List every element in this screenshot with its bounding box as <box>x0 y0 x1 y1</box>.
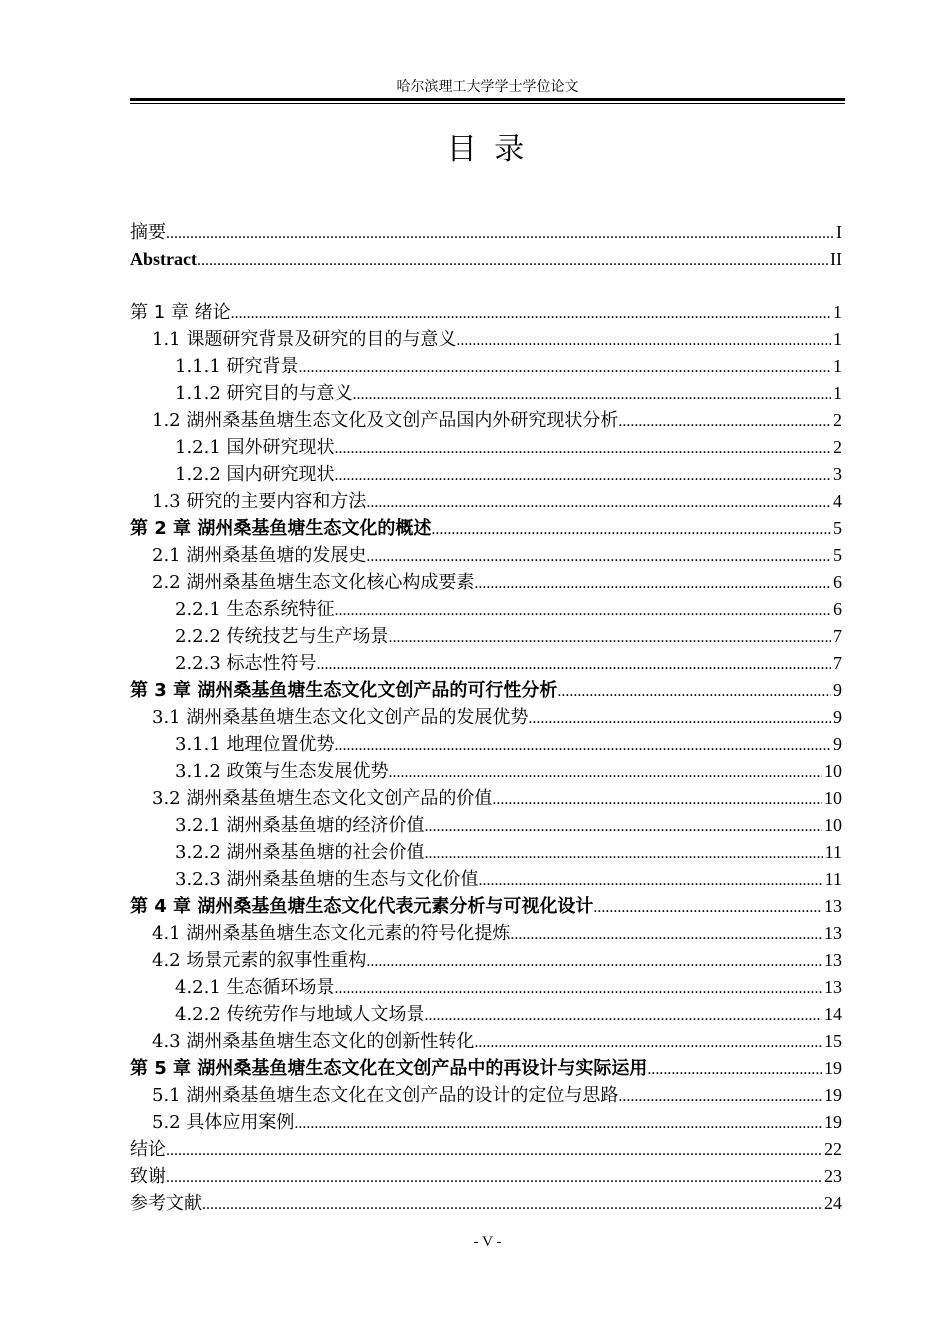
toc-entry-label: 致谢 <box>130 1166 166 1187</box>
toc-entry-label: 1.1 课题研究背景及研究的目的与意义 <box>152 329 457 350</box>
toc-entry-label: 3.1.1 地理位置优势 <box>175 734 335 755</box>
toc-leader-dots <box>202 1191 822 1217</box>
toc-leader-dots <box>479 867 823 893</box>
toc-entry-label: 3.2.3 湖州桑基鱼塘的生态与文化价值 <box>175 869 479 890</box>
toc-entry-page: 6 <box>833 572 842 592</box>
toc-entry-page: 9 <box>833 734 842 754</box>
toc-entry-label: 4.2.2 传统劳作与地域人文场景 <box>175 1004 425 1025</box>
toc-entry-2-2-3[interactable] <box>130 650 842 677</box>
toc-leader-dots <box>335 975 822 1001</box>
toc-entry-label: 结论 <box>130 1139 166 1160</box>
toc-entry-3-2-1[interactable] <box>130 812 842 839</box>
toc-leader-dots <box>294 1110 822 1136</box>
toc-entry-3-1[interactable] <box>130 704 842 731</box>
toc-entry-chapter-3[interactable] <box>130 677 842 704</box>
toc-entry-page: 2 <box>833 410 842 430</box>
toc-entry-page: 13 <box>824 977 842 997</box>
toc-entry-chapter-2[interactable] <box>130 515 842 542</box>
toc-entry-page: 13 <box>824 950 842 970</box>
toc-entry-1-1[interactable] <box>130 326 842 353</box>
toc-entry-1-2[interactable] <box>130 407 842 434</box>
toc-leader-dots <box>593 894 822 920</box>
toc-entry-page: 3 <box>833 464 842 484</box>
toc-entry-page: 1 <box>833 383 842 403</box>
toc-entry-page: 10 <box>824 815 842 835</box>
toc-entry-page: 2 <box>833 437 842 457</box>
toc-entry-page: 19 <box>824 1085 842 1105</box>
toc-leader-dots <box>335 597 831 623</box>
toc-entry-4-2-1[interactable] <box>130 974 842 1001</box>
toc-entry-3-2-2[interactable] <box>130 839 842 866</box>
toc-entry-page: 9 <box>833 680 842 700</box>
toc-title: 目 录 <box>446 132 529 167</box>
toc-entry-label: 1.2 湖州桑基鱼塘生态文化及文创产品国内外研究现状分析 <box>152 410 619 431</box>
toc-leader-dots <box>431 516 831 542</box>
toc-entry-references[interactable] <box>130 1190 842 1217</box>
toc-entry-label: 1.3 研究的主要内容和方法 <box>152 491 367 512</box>
toc-entry-page: 13 <box>824 923 842 943</box>
toc-leader-dots <box>528 705 831 731</box>
toc-entry-4-3[interactable] <box>130 1028 842 1055</box>
toc-leader-dots <box>456 327 831 353</box>
toc-leader-dots <box>366 489 831 515</box>
toc-entry-label: 第 2 章 湖州桑基鱼塘生态文化的概述 <box>130 518 432 539</box>
toc-entry-label: 参考文献 <box>130 1193 202 1214</box>
toc-entry-conclusion[interactable] <box>130 1136 842 1163</box>
toc-entry-label: 5.2 具体应用案例 <box>152 1112 295 1133</box>
toc-entry-chapter-1[interactable] <box>130 299 842 326</box>
toc-entry-label: 3.1 湖州桑基鱼塘生态文化文创产品的发展优势 <box>152 707 529 728</box>
toc-leader-dots <box>366 948 822 974</box>
toc-leader-dots <box>299 354 831 380</box>
toc-leader-dots <box>166 1137 822 1163</box>
toc-entry-acknowledgements[interactable] <box>130 1163 842 1190</box>
toc-entry-page: 15 <box>824 1031 842 1051</box>
toc-entry-page: 22 <box>824 1139 842 1159</box>
toc-entry-label: Abstract <box>130 249 197 269</box>
toc-entry-label: 1.1.2 研究目的与意义 <box>175 383 353 404</box>
toc-entry-page: 13 <box>824 896 842 916</box>
toc-leader-dots <box>335 435 831 461</box>
toc-entry-page: 23 <box>824 1166 842 1186</box>
toc-entry-page: 10 <box>824 788 842 808</box>
toc-entry-label: 4.1 湖州桑基鱼塘生态文化元素的符号化提炼 <box>152 923 511 944</box>
toc-entry-3-1-1[interactable] <box>130 731 842 758</box>
toc-leader-dots <box>474 1029 822 1055</box>
toc-entry-2-2-2[interactable] <box>130 623 842 650</box>
toc-leader-dots <box>335 462 831 488</box>
toc-entry-label: 4.3 湖州桑基鱼塘生态文化的创新性转化 <box>152 1031 475 1052</box>
toc-entry-label: 2.1 湖州桑基鱼塘的发展史 <box>152 545 367 566</box>
toc-entry-label: 第 4 章 湖州桑基鱼塘生态文化代表元素分析与可视化设计 <box>130 896 594 917</box>
toc-entry-5-1[interactable] <box>130 1082 842 1109</box>
toc-entry-3-1-2[interactable] <box>130 758 842 785</box>
toc-leader-dots <box>618 408 831 434</box>
toc-entry-label: 4.2 场景元素的叙事性重构 <box>152 950 367 971</box>
toc-leader-dots <box>231 300 831 326</box>
toc-entry-page: 10 <box>824 761 842 781</box>
toc-entry-3-2[interactable] <box>130 785 842 812</box>
toc-entry-label: 第 3 章 湖州桑基鱼塘生态文化文创产品的可行性分析 <box>130 680 558 701</box>
toc-entry-label: 2.2.1 生态系统特征 <box>175 599 335 620</box>
toc-entry-page: I <box>836 222 842 242</box>
toc-entry-2-2[interactable] <box>130 569 842 596</box>
toc-leader-dots <box>425 1002 822 1028</box>
toc-entry-page: 1 <box>833 329 842 349</box>
toc-entry-label: 1.2.1 国外研究现状 <box>175 437 335 458</box>
toc-leader-dots <box>492 786 822 812</box>
toc-leader-dots <box>335 732 831 758</box>
toc-entry-2-1[interactable] <box>130 542 842 569</box>
toc-leader-dots <box>166 1164 822 1190</box>
toc-entry-label: 3.1.2 政策与生态发展优势 <box>175 761 389 782</box>
toc-leader-dots <box>389 759 822 785</box>
toc-entry-5-2[interactable] <box>130 1109 842 1136</box>
toc-entry-label: 1.2.2 国内研究现状 <box>175 464 335 485</box>
toc-entry-chapter-5[interactable] <box>130 1055 842 1082</box>
toc-entry-4-2[interactable] <box>130 947 842 974</box>
toc-leader-dots <box>366 543 831 569</box>
toc-leader-dots <box>353 381 831 407</box>
toc-leader-dots <box>425 840 823 866</box>
toc-entry-page: 5 <box>833 518 842 538</box>
toc-entry-label: 3.2.2 湖州桑基鱼塘的社会价值 <box>175 842 425 863</box>
toc-entry-1-3[interactable] <box>130 488 842 515</box>
toc-leader-dots <box>647 1056 822 1082</box>
header-rule-thick <box>130 98 845 101</box>
toc-entry-page: 1 <box>833 302 842 322</box>
toc-entry-page: 7 <box>833 653 842 673</box>
toc-entry-1-1-2[interactable] <box>130 380 842 407</box>
toc-leader-dots <box>389 624 831 650</box>
toc-entry-label: 摘要 <box>130 222 166 243</box>
toc-entry-label: 第 5 章 湖州桑基鱼塘生态文化在文创产品中的再设计与实际运用 <box>130 1058 648 1079</box>
toc-entry-4-2-2[interactable] <box>130 1001 842 1028</box>
toc-entry-page: 4 <box>833 491 842 511</box>
toc-entry-page: 6 <box>833 599 842 619</box>
toc-entry-label: 2.2 湖州桑基鱼塘生态文化核心构成要素 <box>152 572 475 593</box>
toc-entry-chapter-4[interactable] <box>130 893 842 920</box>
toc-entry-3-2-3[interactable] <box>130 866 842 893</box>
toc-entry-abstract-cn[interactable] <box>130 219 842 246</box>
toc-leader-dots <box>474 570 831 596</box>
header-rule-thin <box>130 103 845 104</box>
toc-entry-4-1[interactable] <box>130 920 842 947</box>
toc-entry-page: 19 <box>824 1112 842 1132</box>
toc-leader-dots <box>618 1083 822 1109</box>
toc-entry-page: 5 <box>833 545 842 565</box>
toc-entry-1-2-2[interactable] <box>130 461 842 488</box>
toc-entry-label: 3.2 湖州桑基鱼塘生态文化文创产品的价值 <box>152 788 493 809</box>
toc-entry-abstract-en[interactable] <box>130 246 842 273</box>
toc-entry-page: 24 <box>824 1193 842 1213</box>
running-header: 哈尔滨理工大学学士学位论文 <box>396 79 579 95</box>
toc-entry-page: II <box>830 249 842 269</box>
page-number: - V - <box>473 1234 502 1250</box>
toc-leader-dots <box>425 813 822 839</box>
toc-entry-page: 14 <box>824 1004 842 1024</box>
toc-entry-page: 11 <box>824 869 842 889</box>
toc-entry-label: 5.1 湖州桑基鱼塘生态文化在文创产品的设计的定位与思路 <box>152 1085 619 1106</box>
toc-leader-dots <box>166 220 834 246</box>
toc-entry-label: 2.2.2 传统技艺与生产场景 <box>175 626 389 647</box>
toc-list <box>130 219 842 1217</box>
toc-leader-dots <box>510 921 822 947</box>
toc-entry-page: 9 <box>833 707 842 727</box>
toc-leader-dots <box>317 651 831 677</box>
toc-entry-label: 3.2.1 湖州桑基鱼塘的经济价值 <box>175 815 425 836</box>
toc-entry-page: 7 <box>833 626 842 646</box>
toc-entry-page: 1 <box>833 356 842 376</box>
toc-entry-2-2-1[interactable] <box>130 596 842 623</box>
toc-entry-page: 19 <box>824 1058 842 1078</box>
toc-leader-dots <box>197 247 828 273</box>
toc-entry-label: 第 1 章 绪论 <box>130 302 231 323</box>
toc-leader-dots <box>557 678 831 704</box>
toc-entry-label: 2.2.3 标志性符号 <box>175 653 317 674</box>
toc-entry-1-1-1[interactable] <box>130 353 842 380</box>
toc-entry-label: 4.2.1 生态循环场景 <box>175 977 335 998</box>
toc-entry-label: 1.1.1 研究背景 <box>175 356 299 377</box>
toc-entry-1-2-1[interactable] <box>130 434 842 461</box>
toc-entry-page: 11 <box>824 842 842 862</box>
